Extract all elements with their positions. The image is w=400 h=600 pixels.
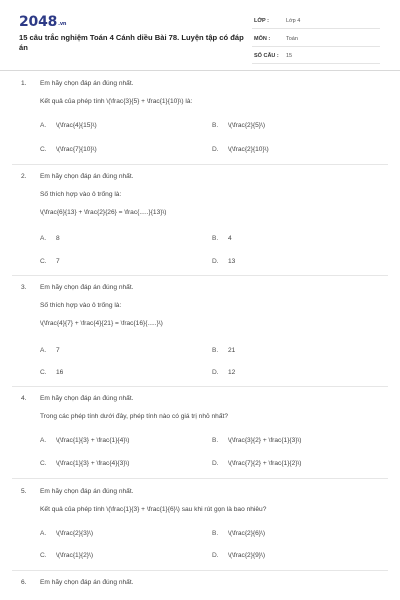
question-divider [12, 478, 388, 479]
option-c[interactable] [40, 369, 63, 376]
option-text: \(\frac{2}{3}\) [56, 530, 94, 537]
option-text: \(\frac{2}{6}\) [228, 530, 266, 537]
option-a[interactable] [40, 437, 130, 444]
logo-suffix: .vn [58, 21, 67, 27]
option-letter: B. [212, 347, 219, 354]
question-number: 3. [21, 284, 27, 291]
question-text: Số thích hợp vào ô trống là: [40, 302, 122, 309]
option-letter: C. [40, 146, 47, 153]
question-prompt: Em hãy chọn đáp án đúng nhất. [40, 173, 134, 180]
option-letter: C. [40, 369, 47, 376]
option-text: \(\frac{2}{5}\) [228, 122, 266, 129]
meta-label: MÔN : [254, 35, 271, 42]
option-letter: B. [212, 122, 219, 129]
option-text: \(\frac{7}{2} + \frac{1}{2}\) [228, 460, 302, 467]
question-number: 5. [21, 488, 27, 495]
option-letter: D. [212, 146, 219, 153]
option-text: \(\frac{3}{2} + \frac{1}{3}\) [228, 437, 302, 444]
meta-label: LỚP : [254, 18, 269, 24]
option-letter: A. [40, 235, 47, 242]
option-text: \(\frac{2}{9}\) [228, 552, 266, 559]
option-letter: B. [212, 437, 219, 444]
document-title: 15 câu trắc nghiệm Toán 4 Cánh diều Bài 78. Luyện tập có đáp án [19, 33, 244, 52]
option-d[interactable] [212, 258, 235, 265]
option-letter: A. [40, 530, 47, 537]
document-header [0, 0, 400, 71]
option-letter: D. [212, 552, 219, 559]
option-text: \(\frac{4}{15}\) [56, 122, 97, 129]
option-letter: B. [212, 530, 219, 537]
option-text: 7 [56, 347, 60, 354]
meta-value: 15 [286, 53, 293, 59]
question-text: Trong các phép tính dưới đây, phép tính nào có giá trị nhỏ nhất? [40, 413, 228, 420]
option-d[interactable] [212, 552, 265, 559]
question-divider [12, 164, 388, 165]
question-text: Kết quả của phép tính \(\frac{1}{3} + \frac{1}{6}\) sau khi rút gọn là bao nhiêu? [40, 506, 267, 513]
question-number: 1. [21, 80, 27, 87]
meta-row-subject [252, 32, 380, 47]
option-letter: D. [212, 369, 219, 376]
question-prompt: Em hãy chọn đáp án đúng nhất. [40, 395, 134, 402]
question-prompt: Em hãy chọn đáp án đúng nhất. [40, 488, 134, 495]
meta-value: Lớp 4 [286, 18, 301, 24]
option-d[interactable] [212, 369, 235, 376]
option-letter: C. [40, 258, 47, 265]
option-b[interactable] [212, 437, 302, 444]
option-text: 7 [56, 258, 60, 265]
question-number: 4. [21, 395, 27, 402]
question-number: 6. [21, 579, 27, 586]
meta-row-count [252, 49, 380, 64]
logo-main: 2048 [19, 14, 58, 30]
option-c[interactable] [40, 552, 93, 559]
option-text: 13 [228, 258, 236, 265]
site-logo[interactable] [19, 14, 66, 30]
meta-label: SỐ CÂU : [254, 53, 279, 59]
option-letter: B. [212, 235, 219, 242]
question-prompt: Em hãy chọn đáp án đúng nhất. [40, 284, 134, 291]
option-text: \(\frac{1}{3} + \frac{4}{3}\) [56, 460, 130, 467]
option-text: \(\frac{1}{3} + \frac{1}{4}\) [56, 437, 130, 444]
meta-row-grade [252, 14, 380, 29]
option-text: \(\frac{7}{10}\) [56, 146, 97, 153]
option-letter: A. [40, 347, 47, 354]
option-a[interactable] [40, 530, 93, 537]
option-a[interactable] [40, 235, 60, 242]
option-b[interactable] [212, 122, 265, 129]
option-letter: A. [40, 437, 47, 444]
option-text: 8 [56, 235, 60, 242]
meta-value: Toán [286, 35, 298, 42]
option-c[interactable] [40, 146, 97, 153]
question-formula: \(\frac{4}{7} + \frac{4}{21} = \frac{16}{.....}\) [40, 320, 163, 327]
option-a[interactable] [40, 122, 97, 129]
question-text: Số thích hợp vào ô trống là: [40, 191, 122, 198]
option-b[interactable] [212, 235, 232, 242]
document-meta [252, 14, 380, 67]
option-d[interactable] [212, 460, 302, 467]
question-divider [12, 570, 388, 571]
question-prompt: Em hãy chọn đáp án đúng nhất. [40, 579, 134, 586]
option-c[interactable] [40, 460, 130, 467]
option-d[interactable] [212, 146, 269, 153]
option-c[interactable] [40, 258, 60, 265]
option-text: \(\frac{1}{2}\) [56, 552, 94, 559]
question-text: Kết quả của phép tính \(\frac{3}{5} + \frac{1}{10}\) là: [40, 98, 193, 105]
option-b[interactable] [212, 530, 265, 537]
question-number: 2. [21, 173, 27, 180]
option-letter: A. [40, 122, 47, 129]
option-letter: D. [212, 258, 219, 265]
option-text: 16 [56, 369, 64, 376]
option-b[interactable] [212, 347, 235, 354]
question-divider [12, 275, 388, 276]
question-formula: \(\frac{6}{13} + \frac{2}{26} = \frac{.....}{13}\) [40, 209, 167, 216]
option-text: \(\frac{2}{10}\) [228, 146, 269, 153]
question-prompt: Em hãy chọn đáp án đúng nhất. [40, 80, 134, 87]
question-divider [12, 386, 388, 387]
option-letter: C. [40, 460, 47, 467]
option-text: 12 [228, 369, 236, 376]
option-text: 21 [228, 347, 236, 354]
option-letter: D. [212, 460, 219, 467]
option-text: 4 [228, 235, 232, 242]
option-letter: C. [40, 552, 47, 559]
option-a[interactable] [40, 347, 60, 354]
